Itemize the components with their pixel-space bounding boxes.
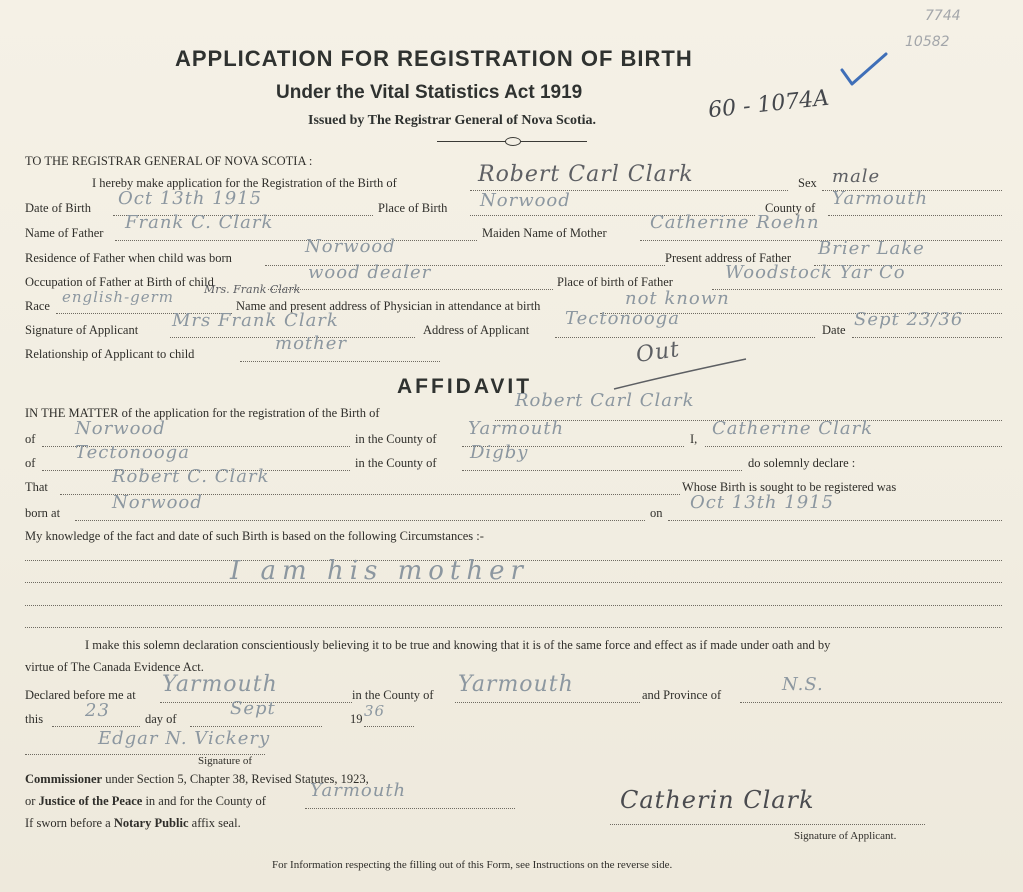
date-value: Sept 23/36 <box>854 309 964 330</box>
i-label: I, <box>690 432 698 446</box>
day-line <box>52 726 140 727</box>
jp-county-value: Yarmouth <box>310 780 407 801</box>
applicant-address-line <box>555 337 815 338</box>
of2-label: of <box>25 456 36 470</box>
relationship-value: mother <box>275 333 347 354</box>
jp-county-line <box>305 808 515 809</box>
occupation-line <box>268 289 553 290</box>
on-value: Oct 13th 1915 <box>690 492 835 513</box>
corner-note-1: 7744 <box>925 8 961 24</box>
county-label: County of <box>765 201 816 215</box>
month-value: Sept <box>230 698 276 719</box>
this-label: this <box>25 712 44 726</box>
declarant-line <box>705 446 1002 447</box>
physician-label: Name and present address of Physician in attendance at birth <box>236 299 541 313</box>
checkmark-icon <box>838 50 890 90</box>
relationship-line <box>240 361 440 362</box>
dob-value: Oct 13th 1915 <box>118 188 263 209</box>
declarant-value: Catherine Clark <box>712 418 874 439</box>
jp-or: or <box>25 794 39 808</box>
province-value: N.S. <box>782 674 824 695</box>
father-value: Frank C. Clark <box>125 212 274 233</box>
on-line <box>668 520 1002 521</box>
date-line <box>852 337 1002 338</box>
month-line <box>190 726 322 727</box>
form-title: APPLICATION FOR REGISTRATION OF BIRTH <box>175 46 693 71</box>
dcounty-label: in the County of <box>352 688 434 702</box>
notary-rest: affix seal. <box>188 816 241 830</box>
declared-label: Declared before me at <box>25 688 136 702</box>
intro-label: I hereby make application for the Registration of the Birth of <box>92 176 397 190</box>
day-value: 23 <box>85 700 110 721</box>
signature-of-label: Signature of <box>198 755 253 767</box>
dcounty-value: Yarmouth <box>458 672 574 697</box>
applicant-signature: Catherin Clark <box>620 786 815 814</box>
form-subtitle: Under the Vital Statistics Act 1919 <box>276 82 583 103</box>
born-at-label: born at <box>25 506 61 520</box>
commissioner-signature: Edgar N. Vickery <box>98 728 271 749</box>
commissioner-word: Commissioner <box>25 772 103 786</box>
place-value: Norwood <box>480 190 571 211</box>
header-ornament <box>505 137 521 146</box>
commissioner-line-3 <box>25 816 241 831</box>
mother-value: Catherine Roehn <box>650 212 820 233</box>
file-number: 60 - 1074A <box>707 85 831 124</box>
form-issuer: Issued by The Registrar General of Nova Scotia. <box>308 113 597 128</box>
jp-rest: in and for the County of <box>142 794 266 808</box>
of2-value: Tectonooga <box>75 442 190 463</box>
county2-value: Digby <box>470 442 529 463</box>
sex-label: Sex <box>798 176 817 190</box>
declare-label: do solemnly declare : <box>748 456 856 470</box>
father-birthplace-value: Woodstock Yar Co <box>725 262 906 283</box>
father-birthplace-label: Place of birth of Father <box>557 275 673 289</box>
present-address-label: Present address of Father <box>665 251 792 265</box>
declaration-line-1: I make this solemn declaration conscientiously believing it to be true and knowing that it is of the same force and effect as if made under oath and by <box>85 638 831 652</box>
county2-label: in the County of <box>355 456 437 470</box>
child-name-value: Robert Carl Clark <box>478 162 694 187</box>
county2-line <box>462 470 742 471</box>
declaration-line-2: virtue of The Canada Evidence Act. <box>25 660 204 674</box>
race-label: Race <box>25 299 50 313</box>
footer-note: For Information respecting the filling out of this Form, see Instructions on the reverse side. <box>272 859 673 871</box>
place-label: Place of Birth <box>378 201 448 215</box>
dob-label: Date of Birth <box>25 201 91 215</box>
commissioner-line-2 <box>25 794 266 809</box>
that-value: Robert C. Clark <box>112 466 270 487</box>
year-line <box>364 726 414 727</box>
race-value: english-germ <box>62 288 175 306</box>
signature-value: Mrs Frank Clark <box>172 310 339 331</box>
present-address-value: Brier Lake <box>818 238 925 259</box>
notary-prefix: If sworn before a <box>25 816 114 830</box>
knowledge-label: My knowledge of the fact and date of such Birth is based on the following Circumstances :- <box>25 529 484 543</box>
matter-value: Robert Carl Clark <box>515 390 695 411</box>
declared-value: Yarmouth <box>162 672 278 697</box>
residence-value: Norwood <box>305 236 396 257</box>
father-line <box>115 240 477 241</box>
addressee: TO THE REGISTRAR GENERAL OF NOVA SCOTIA : <box>25 154 313 168</box>
county1-value: Yarmouth <box>468 418 565 439</box>
born-at-value: Norwood <box>112 492 203 513</box>
day-of-label: day of <box>145 712 177 726</box>
mother-label: Maiden Name of Mother <box>482 226 607 240</box>
commissioner-rest: under Section 5, Chapter 38, Revised Statutes, 1923, <box>102 772 369 786</box>
affidavit-heading: AFFIDAVIT <box>397 375 533 398</box>
county-value: Yarmouth <box>832 188 929 209</box>
of1-label: of <box>25 432 36 446</box>
whose-label: Whose Birth is sought to be registered was <box>682 480 897 494</box>
occupation-value: wood dealer <box>308 262 432 283</box>
matter-label: IN THE MATTER of the application for the registration of the Birth of <box>25 406 380 420</box>
county1-label: in the County of <box>355 432 437 446</box>
father-birthplace-line <box>712 289 1002 290</box>
applicant-signature-label: Signature of Applicant. <box>794 830 897 842</box>
province-label: and Province of <box>642 688 722 702</box>
date-label: Date <box>822 323 846 337</box>
applicant-address-label: Address of Applicant <box>423 323 530 337</box>
physician-value: not known <box>625 288 730 309</box>
year-prefix: 19 <box>350 712 363 726</box>
circumstance-line-4 <box>25 627 1002 628</box>
year-value: 36 <box>364 702 386 720</box>
applicant-signature-line <box>610 824 925 825</box>
sex-value: male <box>832 166 881 187</box>
applicant-address-value: Tectonooga <box>565 308 680 329</box>
corner-note-2: 10582 <box>905 34 950 50</box>
born-at-line <box>75 520 645 521</box>
on-label: on <box>650 506 663 520</box>
residence-label: Residence of Father when child was born <box>25 251 232 265</box>
circumstance-line-3 <box>25 605 1002 606</box>
circumstance-value: I am his mother <box>230 556 529 586</box>
relationship-label: Relationship of Applicant to child <box>25 347 195 361</box>
jp-word: Justice of the Peace <box>38 794 143 808</box>
out-mark: Out <box>634 337 682 368</box>
dcounty-line <box>455 702 640 703</box>
province-line <box>740 702 1002 703</box>
father-label: Name of Father <box>25 226 104 240</box>
that-label: That <box>25 480 48 494</box>
signature-label: Signature of Applicant <box>25 323 139 337</box>
overwrite-note: Mrs. Frank Clark <box>204 283 301 296</box>
notary-word: Notary Public <box>113 816 189 830</box>
out-mark-underline <box>610 355 750 395</box>
of1-value: Norwood <box>75 418 166 439</box>
county-line <box>828 215 1002 216</box>
occupation-label: Occupation of Father at Birth of child <box>25 275 214 289</box>
